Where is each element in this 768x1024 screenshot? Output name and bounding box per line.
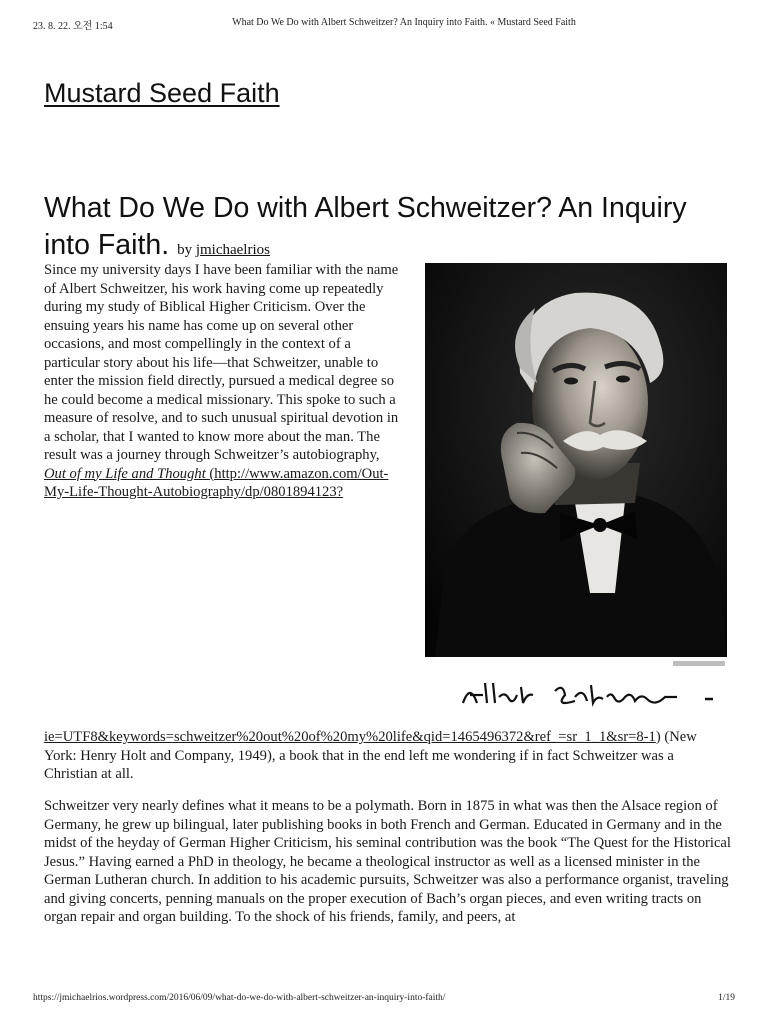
paragraph-intro	[44, 261, 402, 502]
site-title-link[interactable]: Mustard Seed Faith	[44, 78, 280, 108]
byline-by: by	[177, 242, 193, 258]
book-url-link-end[interactable]: ie=UTF8&keywords=schweitzer%20out%20of%20my%20life&qid=1465496372&ref_=sr_1_1&sr=8-1	[44, 729, 656, 745]
print-footer	[33, 993, 735, 1007]
byline	[177, 242, 270, 258]
print-url: https://jmichaelrios.wordpress.com/2016/06/09/what-do-we-do-with-albert-schweitzer-an-inquiry-into-faith/	[33, 993, 446, 1003]
schweitzer-portrait-photo	[425, 263, 727, 726]
post-title-text: What Do We Do with Albert Schweitzer? An Inquiry into Faith.	[44, 192, 687, 261]
book-url-link-start[interactable]: (http://www.amazon.com/Out-My-Life-Thought-Autobiography/dp/0801894123?	[44, 465, 389, 500]
author-link[interactable]: jmichaelrios	[195, 242, 270, 258]
post-title	[44, 190, 734, 269]
print-header	[33, 17, 735, 31]
book-title-link[interactable]: Out of my Life and Thought	[44, 465, 210, 482]
print-page-title: What Do We Do with Albert Schweitzer? An Inquiry into Faith. « Mustard Seed Faith	[232, 17, 576, 28]
paragraph-intro-end: ) (New York: Henry Holt and Company, 1949), a book that in the end left me wondering if in fact Schweitzer was a Christian at all.	[44, 729, 697, 782]
paragraph-polymath: Schweitzer very nearly defines what it means to be a polymath. Born in 1875 in what was then the Alsace region of Germany, he grew up bilingual, later publishing books in both French and German. Educated in Germany and in the midst of the heyday of German Higher Criticism, his seminal contribution was the book “The Quest for the Historical Jesus.” Having earned a PhD in theology, he became a theological instructor as well as a licensed minister in the German Lutheran church. In addition to his academic pursuits, Schweitzer was also a performance organist, traveling and giving concerts, penning manuals on the proper execution of Bach’s organ pieces, and even writing tracts on organ repair and organ building. To the shock of his friends, family, and peers, at	[44, 798, 731, 925]
portrait-image	[425, 263, 727, 726]
print-timestamp: 23. 8. 22. 오전 1:54	[33, 21, 113, 32]
paragraph-intro-continued	[44, 728, 729, 784]
paragraph-intro-text: Since my university days I have been familiar with the name of Albert Schweitzer, his work having come up repeatedly during my study of Biblical Higher Criticism. Over the ensuing years his name has come up on several other occasions, and most compellingly in the context of a particular story about his life—that Schweitzer, unable to enter the mission field directly, pursued a medical degree so he could become a medical missionary. This spoke to such a measure of resolve, and to such unusual spiritual devotion in a scholar, that I wanted to know more about the man. The result was a journey through Schweitzer’s autobiography,	[44, 262, 399, 463]
print-page-number: 1/19	[718, 993, 735, 1003]
